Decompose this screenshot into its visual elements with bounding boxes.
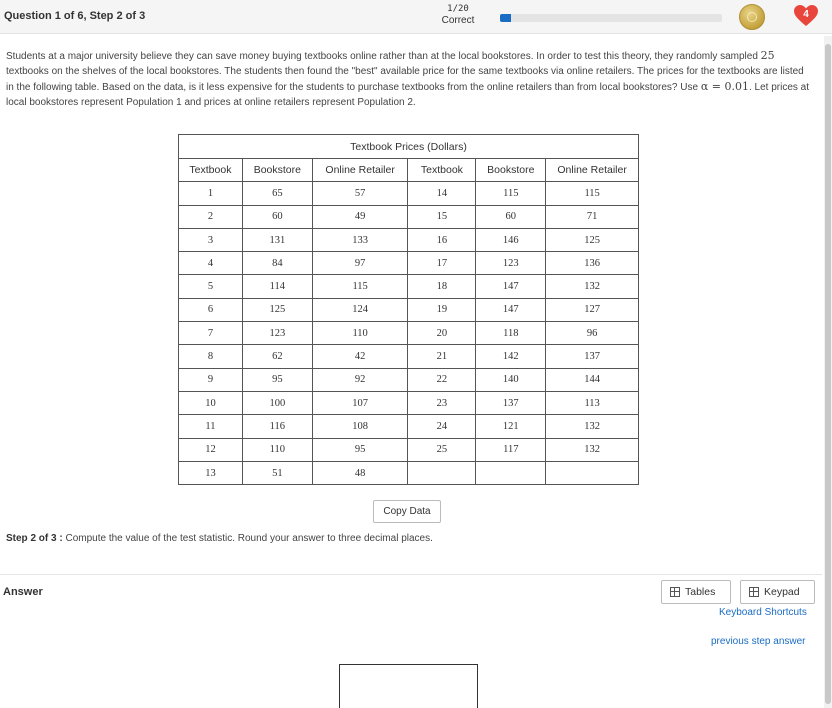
table-cell: 118	[476, 322, 546, 345]
table-cell: 21	[408, 345, 476, 368]
score-fraction: 1/20	[447, 4, 469, 14]
table-cell: 25	[408, 438, 476, 461]
table-cell: 8	[179, 345, 243, 368]
table-cell: 115	[312, 275, 408, 298]
progress-bar	[500, 14, 722, 22]
table-row	[179, 415, 639, 438]
table-cell: 123	[476, 252, 546, 275]
table-row	[179, 438, 639, 461]
table-cell: 108	[312, 415, 408, 438]
table-cell: 11	[179, 415, 243, 438]
table-caption: Textbook Prices (Dollars)	[178, 134, 639, 158]
header-bookstore-2: Bookstore	[476, 159, 546, 182]
table-row	[179, 391, 639, 414]
table-cell: 125	[242, 298, 312, 321]
table-cell: 57	[312, 182, 408, 205]
table-cell: 24	[408, 415, 476, 438]
previous-step-answer-link[interactable]: previous step answer	[711, 636, 806, 647]
table-cell: 95	[242, 368, 312, 391]
table-row	[179, 182, 639, 205]
copy-data-button[interactable]: Copy Data	[373, 500, 441, 523]
table-cell: 16	[408, 228, 476, 251]
table-cell: 92	[312, 368, 408, 391]
header-textbook-2: Textbook	[408, 159, 476, 182]
table-cell: 18	[408, 275, 476, 298]
table-cell: 60	[476, 205, 546, 228]
table-cell: 137	[546, 345, 639, 368]
table-row	[179, 368, 639, 391]
table-cell: 96	[546, 322, 639, 345]
score-indicator	[430, 4, 486, 26]
table-cell: 144	[546, 368, 639, 391]
header-textbook-1: Textbook	[179, 159, 243, 182]
table-cell: 51	[242, 461, 312, 484]
table-cell: 2	[179, 205, 243, 228]
table-cell: 127	[546, 298, 639, 321]
table-cell: 9	[179, 368, 243, 391]
step-text: Compute the value of the test statistic. Round your answer to three decimal places.	[62, 533, 433, 544]
table-cell: 121	[476, 415, 546, 438]
table-cell: 123	[242, 322, 312, 345]
answer-label: Answer	[3, 586, 43, 598]
table-cell: 136	[546, 252, 639, 275]
table-cell: 1	[179, 182, 243, 205]
table-row	[179, 298, 639, 321]
table-cell: 19	[408, 298, 476, 321]
table-cell: 147	[476, 298, 546, 321]
table-cell: 147	[476, 275, 546, 298]
table-cell	[408, 461, 476, 484]
table-cell: 84	[242, 252, 312, 275]
table-cell: 110	[242, 438, 312, 461]
table-cell: 100	[242, 391, 312, 414]
problem-text-3: . Let prices at local bookstores represent Population 1 and prices at online retailers represent Population 2.	[6, 82, 810, 108]
alpha-value: α = 0.01	[700, 80, 749, 93]
table-cell: 42	[312, 345, 408, 368]
keypad-button-label: Keypad	[764, 586, 800, 598]
table-cell: 132	[546, 275, 639, 298]
progress-fill	[500, 14, 511, 22]
keypad-button[interactable]	[740, 580, 815, 604]
table-cell: 10	[179, 391, 243, 414]
table-cell: 65	[242, 182, 312, 205]
table-cell: 124	[312, 298, 408, 321]
table-cell: 13	[179, 461, 243, 484]
textbook-prices-table	[178, 134, 639, 485]
table-cell: 132	[546, 415, 639, 438]
table-row	[179, 228, 639, 251]
hearts-count: 4	[803, 9, 809, 20]
scrollbar-thumb[interactable]	[825, 44, 831, 704]
answer-input[interactable]	[339, 664, 478, 708]
table-cell: 113	[546, 391, 639, 414]
table-row	[179, 322, 639, 345]
question-title: Question 1 of 6, Step 2 of 3	[4, 10, 146, 22]
table-cell: 15	[408, 205, 476, 228]
problem-text-2: textbooks on the shelves of the local bookstores. The students then found the "best" available price for the same textbooks via online retailers. The prices for the textbooks are listed in the following table. Based on the data, is it less expensive for the students to purchase textbooks from the online retailers than from local bookstores? Use	[6, 66, 804, 93]
divider	[0, 574, 822, 575]
top-bar	[0, 0, 832, 34]
table-cell	[546, 461, 639, 484]
header-online-retailer-1: Online Retailer	[312, 159, 408, 182]
table-cell: 107	[312, 391, 408, 414]
tables-button-label: Tables	[685, 586, 716, 598]
table-cell: 3	[179, 228, 243, 251]
table-row	[179, 345, 639, 368]
table-cell: 142	[476, 345, 546, 368]
table-cell: 137	[476, 391, 546, 414]
table-cell: 23	[408, 391, 476, 414]
keypad-icon	[749, 587, 759, 597]
table-cell: 7	[179, 322, 243, 345]
table-cell: 22	[408, 368, 476, 391]
table-cell: 48	[312, 461, 408, 484]
score-label: Correct	[441, 15, 475, 26]
table-cell: 125	[546, 228, 639, 251]
table-cell: 133	[312, 228, 408, 251]
hearts-badge[interactable]	[793, 4, 819, 28]
coin-icon[interactable]	[739, 4, 765, 30]
table-cell: 17	[408, 252, 476, 275]
table-cell	[476, 461, 546, 484]
scrollbar[interactable]	[824, 36, 832, 708]
table-cell: 12	[179, 438, 243, 461]
table-cell: 146	[476, 228, 546, 251]
table-cell: 6	[179, 298, 243, 321]
table-cell: 115	[546, 182, 639, 205]
table-cell: 131	[242, 228, 312, 251]
sample-size: 25	[760, 49, 775, 62]
table-cell: 97	[312, 252, 408, 275]
table-cell: 71	[546, 205, 639, 228]
table-cell: 62	[242, 345, 312, 368]
table-cell: 140	[476, 368, 546, 391]
header-bookstore-1: Bookstore	[242, 159, 312, 182]
keyboard-shortcuts-link[interactable]: Keyboard Shortcuts	[719, 607, 807, 618]
table-cell: 49	[312, 205, 408, 228]
table-cell: 20	[408, 322, 476, 345]
table-cell: 116	[242, 415, 312, 438]
table-cell: 114	[242, 275, 312, 298]
table-row	[179, 205, 639, 228]
tables-button[interactable]	[661, 580, 731, 604]
table-row	[179, 252, 639, 275]
table-cell: 5	[179, 275, 243, 298]
table-cell: 95	[312, 438, 408, 461]
table-cell: 132	[546, 438, 639, 461]
table-body	[179, 182, 639, 485]
step-label: Step 2 of 3 :	[6, 533, 63, 544]
table-cell: 4	[179, 252, 243, 275]
table-cell: 117	[476, 438, 546, 461]
table-cell: 14	[408, 182, 476, 205]
problem-statement	[6, 48, 814, 110]
table-cell: 60	[242, 205, 312, 228]
step-instruction	[6, 533, 433, 544]
table-cell: 110	[312, 322, 408, 345]
table-cell: 115	[476, 182, 546, 205]
table-row	[179, 461, 639, 484]
table-row	[179, 275, 639, 298]
problem-text-1: Students at a major university believe they can save money buying textbooks online rather than at the local bookstores. In order to test this theory, they randomly sampled	[6, 51, 761, 62]
table-header-row	[179, 159, 639, 182]
table-icon	[670, 587, 680, 597]
header-online-retailer-2: Online Retailer	[546, 159, 639, 182]
